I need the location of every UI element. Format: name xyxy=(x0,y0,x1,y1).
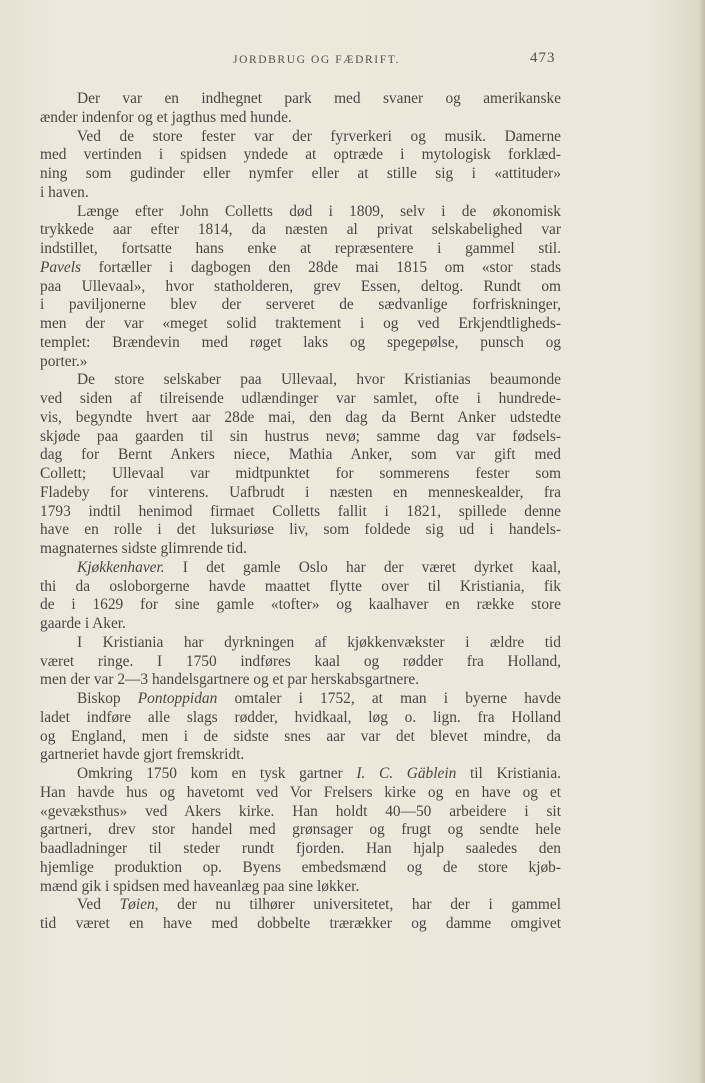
italic-name: Kjøkkenhaver. xyxy=(77,558,165,576)
line-text: i paviljonerne blev der serveret de sædvanlige forfriskninger, xyxy=(40,296,561,314)
line-text: thi da osloborgerne havde maattet flytte over til Kristiania, fik xyxy=(40,577,561,595)
text-line xyxy=(40,540,561,559)
text-line xyxy=(40,128,561,147)
text-line xyxy=(40,746,561,765)
line-text: ænder indenfor og et jagthus med hunde. xyxy=(40,108,292,126)
text-line xyxy=(40,521,561,540)
line-text: Der var en indhegnet park med svaner og amerikanske xyxy=(77,90,561,107)
text-line xyxy=(40,596,561,615)
line-text: vis, begyndte hvert aar 28de mai, den dag da Bernt Anker udstedte xyxy=(40,408,561,426)
line-text: I det gamle Oslo har der været dyrket kaal, xyxy=(182,558,561,576)
line-text: og England, men i de sidste snes aar var det blevet mindre, da xyxy=(40,727,561,745)
text-line xyxy=(40,390,561,409)
text-line xyxy=(40,278,561,297)
text-line xyxy=(40,165,561,184)
line-text: ved siden af tilreisende udlændinger var samlet, ofte i hundrede- xyxy=(40,390,561,407)
text-line xyxy=(40,146,561,165)
line-text: paa Ullevaal», hvor statholderen, grev Essen, deltog. Rundt om xyxy=(40,277,561,295)
text-line xyxy=(40,371,561,390)
text-line xyxy=(40,821,561,840)
line-text: gaarde i Aker. xyxy=(40,615,126,632)
line-text: tid været en have med dobbelte trærækker og damme omgivet xyxy=(40,915,561,932)
text-line xyxy=(40,203,561,222)
text-line xyxy=(40,240,561,259)
line-text: fortæller i dagbogen den 28de mai 1815 om «stor stads xyxy=(98,258,561,276)
lead-text: Ved xyxy=(77,896,101,914)
text-line xyxy=(40,653,561,672)
line-text: magnaternes sidste glimrende tid. xyxy=(40,540,247,557)
italic-name: Pavels xyxy=(40,258,82,276)
text-line xyxy=(40,559,561,578)
text-line xyxy=(40,484,561,503)
text-line xyxy=(40,446,561,465)
line-text: Collett; Ullevaal var midtpunktet for sommerens fester som xyxy=(40,465,561,482)
text-line xyxy=(40,90,561,109)
line-text: De store selskaber paa Ullevaal, hvor Kristianias beaumonde xyxy=(77,371,561,389)
line-text: trykkede aar efter 1814, da næsten al privat selskabelighed var xyxy=(40,221,561,239)
line-text: «gevæksthus» ved Akers kirke. Han holdt 40—50 arbeidere i sit xyxy=(40,802,561,820)
italic-name: I. C. Gäblein xyxy=(356,765,457,782)
line-text: templet: Brændevin med røget laks og spegepølse, punsch og xyxy=(40,333,561,351)
page-header xyxy=(0,48,705,72)
line-text: Ved de store fester var der fyrverkeri og musik. Damerne xyxy=(77,127,561,145)
line-text: men der var 2—3 handelsgartnere og et par herskabsgartnere. xyxy=(40,671,420,689)
text-line xyxy=(40,671,561,690)
text-line xyxy=(40,615,561,634)
line-text: til Kristiania. xyxy=(469,765,561,782)
italic-name: Tøien, xyxy=(119,896,159,914)
line-text: Han havde hus og havetomt ved Vor Frelsers kirke og en have og et xyxy=(40,783,561,801)
body-text xyxy=(40,90,561,934)
text-line xyxy=(40,503,561,522)
line-text: mænd gik i spidsen med haveanlæg paa sine løkker. xyxy=(40,877,360,895)
line-text: Fladeby for vinterens. Uafbrudt i næsten en menneskealder, fra xyxy=(40,483,561,501)
text-line xyxy=(40,784,561,803)
text-line xyxy=(40,334,561,353)
line-text: hjemlige produktion op. Byens embedsmænd og de store kjøb- xyxy=(40,858,561,876)
text-line xyxy=(40,353,561,372)
line-text: I Kristiania har dyrkningen af kjøkkenvækster i ældre tid xyxy=(77,633,561,651)
text-line xyxy=(40,709,561,728)
line-text: i haven. xyxy=(40,183,89,201)
text-line xyxy=(40,896,561,915)
text-line xyxy=(40,878,561,897)
text-line xyxy=(40,765,561,784)
text-line xyxy=(40,296,561,315)
lead-text: Biskop xyxy=(77,690,121,707)
line-text: ladet indføre alle slags rødder, hvidkaal, løg o. lign. fra Holland xyxy=(40,708,561,726)
running-title: JORDBRUG OG FÆDRIFT. xyxy=(233,54,400,66)
text-line xyxy=(40,728,561,747)
line-text: skjøde paa gaarden til sin hustrus nevø; samme dag var fødsels- xyxy=(40,427,561,445)
line-text: Længe efter John Colletts død i 1809, selv i de økonomisk xyxy=(77,202,561,220)
text-line xyxy=(40,578,561,597)
lead-text: Omkring 1750 kom en tysk gartner xyxy=(77,765,343,782)
line-text: der nu tilhører universitetet, har der i gammel xyxy=(177,896,561,914)
text-line xyxy=(40,184,561,203)
text-line xyxy=(40,409,561,428)
line-text: indstillet, fortsatte hans enke at repræsentere i gammel stil. xyxy=(40,240,561,257)
text-line xyxy=(40,221,561,240)
line-text: med vertinden i spidsen yndede at optræde i mytologisk forklæd- xyxy=(40,146,561,164)
text-line xyxy=(40,465,561,484)
text-line xyxy=(40,915,561,934)
text-line xyxy=(40,859,561,878)
line-text: dag for Bernt Ankers niece, Mathia Anker, som var gift med xyxy=(40,446,561,464)
page-edge-shadow xyxy=(699,0,705,1083)
text-line xyxy=(40,634,561,653)
line-text: omtaler i 1752, at man i byerne havde xyxy=(234,690,561,707)
line-text: ning som gudinder eller nymfer eller at stille sig i «attituder» xyxy=(40,165,561,182)
line-text: gartneri, drev stor handel med grønsager og frugt og sendte hele xyxy=(40,821,561,839)
line-text: de i 1629 for sine gamle «tofter» og kaalhaver en række store xyxy=(40,596,561,614)
line-text: men der var «meget solid traktement i og ved Erkjendtligheds- xyxy=(40,315,561,332)
line-text: have en rolle i det luksuriøse liv, som foldede sig ud i handels- xyxy=(40,521,561,539)
line-text: været ringe. I 1750 indføres kaal og rødder fra Holland, xyxy=(40,652,561,670)
text-line xyxy=(40,428,561,447)
text-line xyxy=(40,109,561,128)
text-line xyxy=(40,690,561,709)
line-text: porter.» xyxy=(40,352,88,370)
text-line xyxy=(40,803,561,822)
italic-name: Pontoppidan xyxy=(137,690,218,707)
line-text: gartneriet havde gjort fremskridt. xyxy=(40,746,245,764)
line-text: baadladninger til steder rundt fjorden. Han hjalp saaledes den xyxy=(40,840,561,857)
text-line xyxy=(40,840,561,859)
text-line xyxy=(40,315,561,334)
page-number: 473 xyxy=(530,50,556,66)
text-line xyxy=(40,259,561,278)
line-text: 1793 indtil henimod firmaet Colletts fallit i 1821, spillede denne xyxy=(40,502,561,520)
